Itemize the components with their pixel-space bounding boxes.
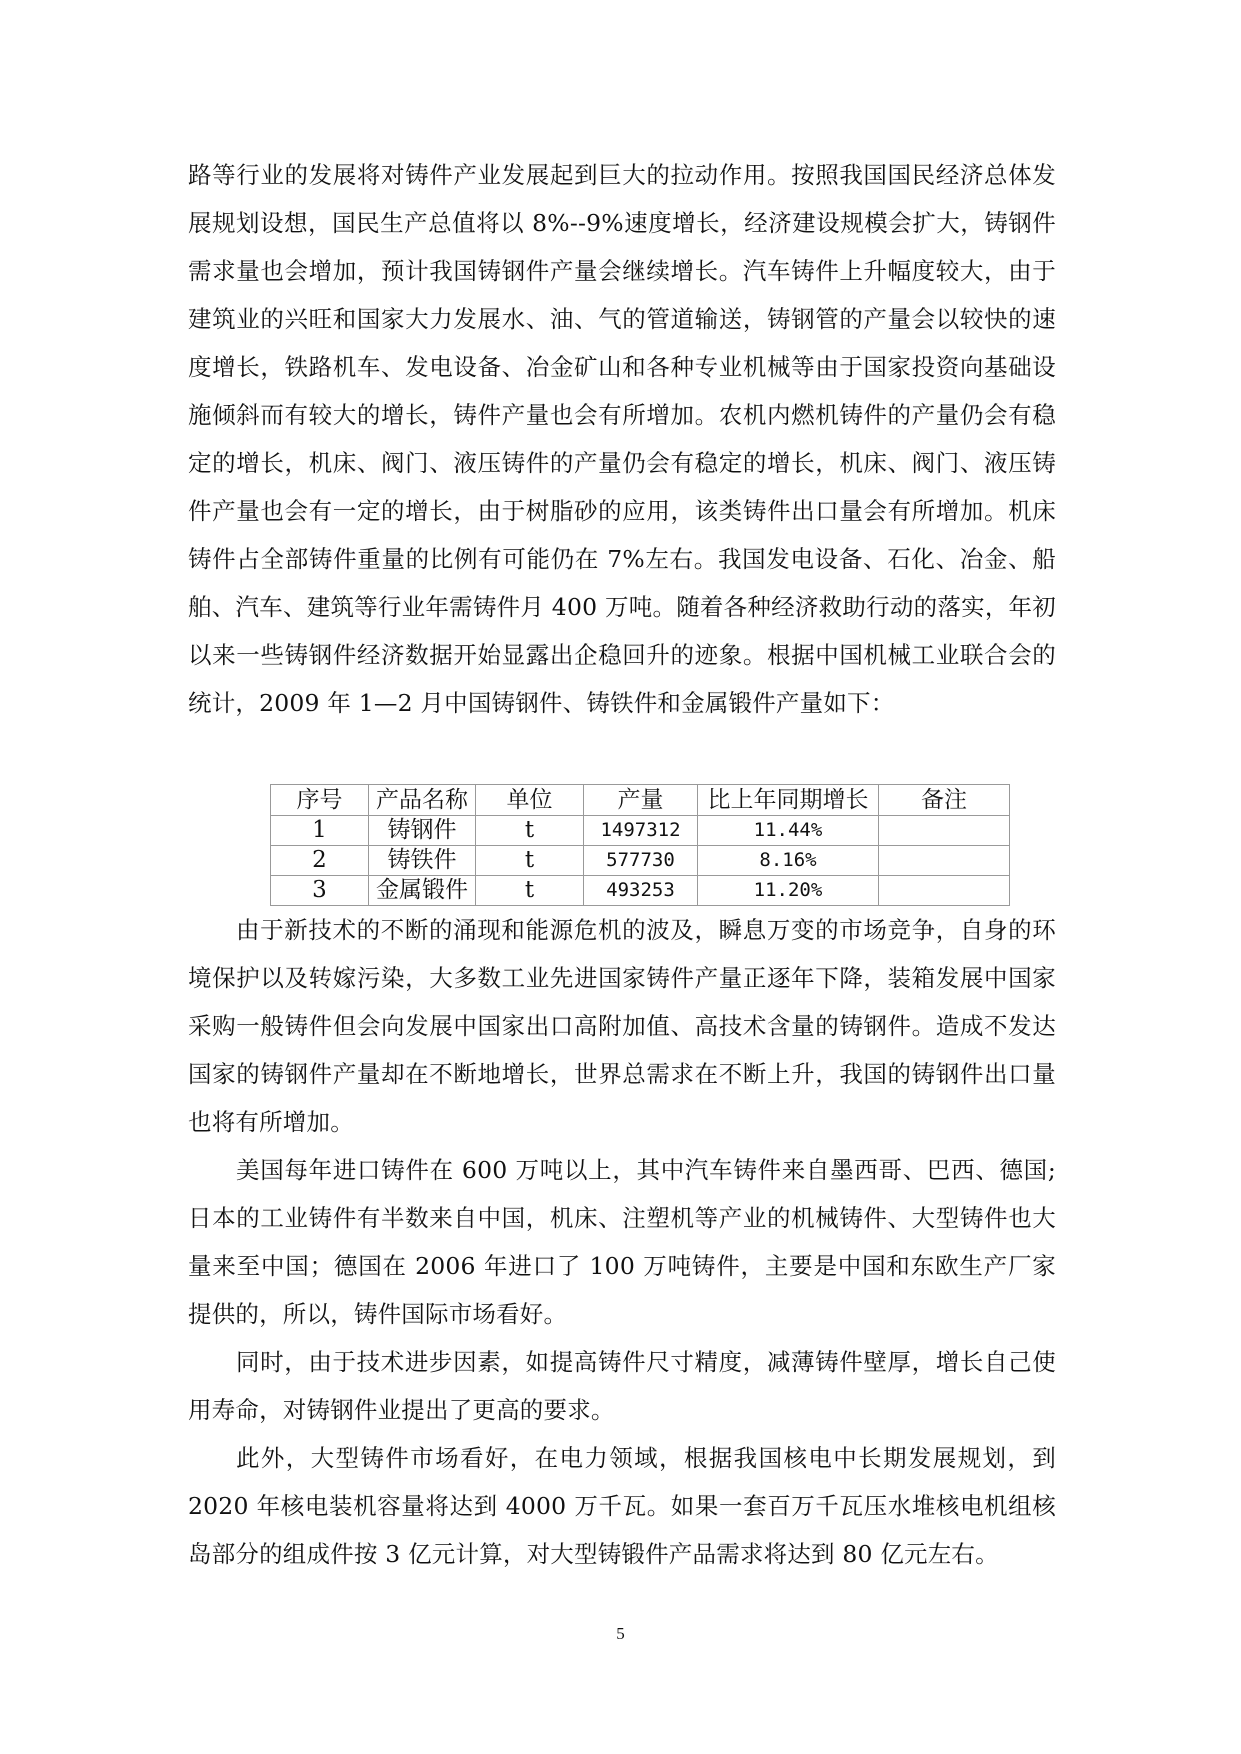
header-unit: 单位 bbox=[476, 785, 584, 816]
cell-serial-number: 3 bbox=[271, 876, 369, 906]
header-remarks: 备注 bbox=[879, 785, 1010, 816]
header-serial-number: 序号 bbox=[271, 785, 369, 816]
cell-remarks bbox=[879, 846, 1010, 876]
cell-remarks bbox=[879, 876, 1010, 906]
paragraph-technical-progress: 同时，由于技术进步因素，如提高铸件尺寸精度，减薄铸件壁厚，增长自己使用寿命，对铸钢件业提出了更高的要求。 bbox=[188, 1348, 1056, 1424]
table-row bbox=[271, 816, 1010, 846]
cell-product-name: 铸钢件 bbox=[369, 816, 476, 846]
cell-growth: 8.16% bbox=[698, 846, 879, 876]
table-row bbox=[271, 876, 1010, 906]
cell-product-name: 铸铁件 bbox=[369, 846, 476, 876]
header-output: 产量 bbox=[584, 785, 698, 816]
header-growth: 比上年同期增长 bbox=[698, 785, 879, 816]
cell-growth: 11.20% bbox=[698, 876, 879, 906]
paragraph-block-bottom bbox=[188, 906, 1056, 1578]
production-table bbox=[270, 784, 1010, 906]
paragraph-block-top bbox=[188, 151, 1056, 727]
table-header-row bbox=[271, 785, 1010, 816]
cell-unit: t bbox=[476, 846, 584, 876]
paragraph-continuation: 路等行业的发展将对铸件产业发展起到巨大的拉动作用。按照我国国民经济总体发展规划设想，国民生产总值将以 8%--9%速度增长，经济建设规模会扩大，铸钢件需求量也会增加，预计我国铸钢件产量会继续增长。汽车铸件上升幅度较大，由于建筑业的兴旺和国家大力发展水、油、气的管道输送，铸钢管的产量会以较快的速度增长，铁路机车、发电设备、冶金矿山和各种专业机械等由于国家投资向基础设施倾斜而有较大的增长，铸件产量也会有所增加。农机内燃机铸件的产量仍会有稳定的增长，机床、阀门、液压铸件的产量仍会有稳定的增长，机床、阀门、液压铸件产量也会有一定的增长，由于树脂砂的应用，该类铸件出口量会有所增加。机床铸件占全部铸件重量的比例有可能仍在 7%左右。我国发电设备、石化、冶金、船舶、汽车、建筑等行业年需铸件月 400 万吨。随着各种经济救助行动的落实，年初以来一些铸钢件经济数据开始显露出企稳回升的迹象。根据中国机械工业联合会的统计，2009 年 1—2 月中国铸钢件、铸铁件和金属锻件产量如下： bbox=[188, 161, 1056, 717]
cell-unit: t bbox=[476, 816, 584, 846]
table-header bbox=[271, 785, 1010, 816]
cell-unit: t bbox=[476, 876, 584, 906]
cell-output: 493253 bbox=[584, 876, 698, 906]
cell-growth: 11.44% bbox=[698, 816, 879, 846]
cell-serial-number: 2 bbox=[271, 846, 369, 876]
paragraph-large-castings: 此外，大型铸件市场看好，在电力领域，根据我国核电中长期发展规划，到 2020 年核电装机容量将达到 4000 万千瓦。如果一套百万千瓦压水堆核电机组核岛部分的组成件按 3 亿元计算，对大型铸锻件产品需求将达到 80 亿元左右。 bbox=[188, 1444, 1056, 1568]
cell-serial-number: 1 bbox=[271, 816, 369, 846]
paragraph-foundry-trends: 由于新技术的不断的涌现和能源危机的波及，瞬息万变的市场竞争，自身的环境保护以及转嫁污染，大多数工业先进国家铸件产量正逐年下降，装箱发展中国家采购一般铸件但会向发展中国家出口高附加值、高技术含量的铸钢件。造成不发达国家的铸钢件产量却在不断地增长，世界总需求在不断上升，我国的铸钢件出口量也将有所增加。 bbox=[188, 916, 1056, 1136]
cell-output: 1497312 bbox=[584, 816, 698, 846]
cell-remarks bbox=[879, 816, 1010, 846]
paragraph-import-markets: 美国每年进口铸件在 600 万吨以上，其中汽车铸件来自墨西哥、巴西、德国;日本的工业铸件有半数来自中国，机床、注塑机等产业的机械铸件、大型铸件也大量来至中国；德国在 2006 年进口了 100 万吨铸件，主要是中国和东欧生产厂家提供的，所以，铸件国际市场看好。 bbox=[188, 1156, 1056, 1328]
page-number: 5 bbox=[616, 1624, 625, 1643]
cell-output: 577730 bbox=[584, 846, 698, 876]
cell-product-name: 金属锻件 bbox=[369, 876, 476, 906]
table-row bbox=[271, 846, 1010, 876]
header-product-name: 产品名称 bbox=[369, 785, 476, 816]
table-body bbox=[271, 816, 1010, 906]
